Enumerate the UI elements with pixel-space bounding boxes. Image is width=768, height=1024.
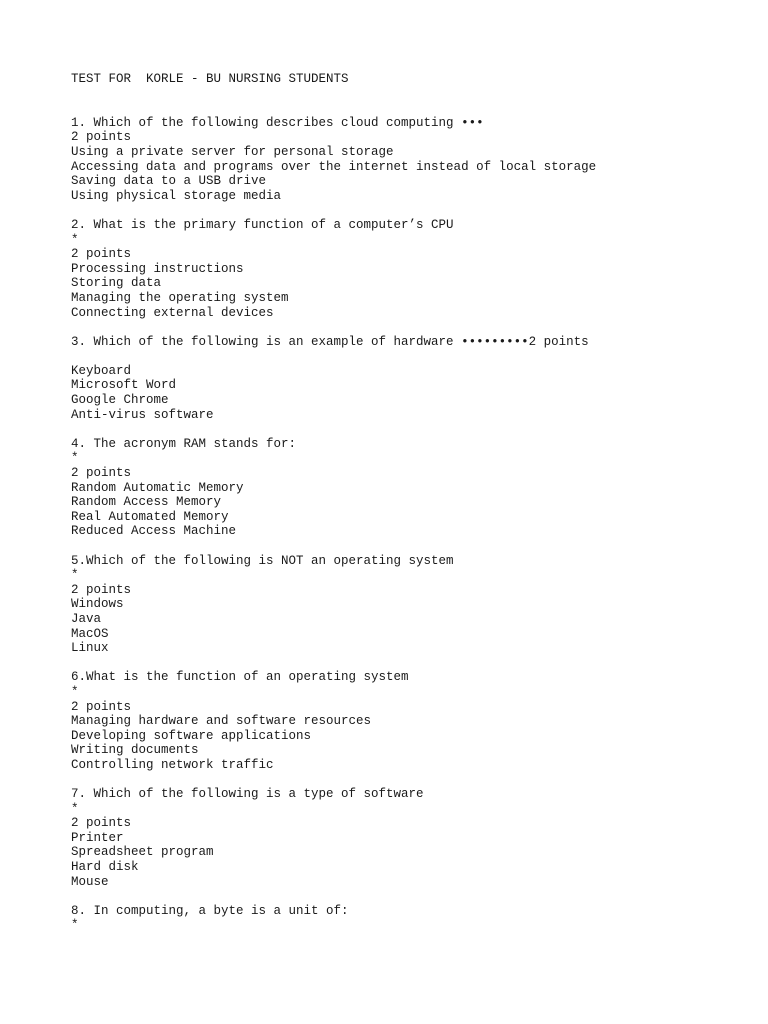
answer-option: MacOS — [71, 626, 109, 641]
answer-option: Windows — [71, 597, 124, 612]
required-marker: * — [71, 684, 79, 699]
points-label: 2 points — [71, 247, 132, 262]
answer-option: Processing instructions — [71, 261, 244, 276]
question-spacer — [71, 422, 596, 437]
question-spacer — [71, 773, 596, 788]
answer-option: Writing documents — [71, 743, 199, 758]
points-label: 2 points — [71, 816, 132, 831]
answer-option: Storing data — [71, 276, 162, 291]
answer-option: Accessing data and programs over the internet instead of local storage — [71, 159, 597, 174]
question-text: 6.What is the function of an operating system — [71, 670, 409, 685]
question-block — [71, 335, 596, 423]
question-block — [71, 218, 596, 320]
required-marker: * — [71, 451, 79, 466]
answer-option: Developing software applications — [71, 728, 312, 743]
question-text: 1. Which of the following describes cloud computing ••• — [71, 115, 484, 130]
required-marker: * — [71, 232, 79, 247]
question-spacer — [71, 656, 596, 671]
points-label: 2 points — [71, 582, 132, 597]
question-list — [71, 116, 596, 933]
question-spacer — [71, 539, 596, 554]
answer-option: Hard disk — [71, 860, 139, 875]
points-label: 2 points — [71, 466, 132, 481]
answer-option: Real Automated Memory — [71, 509, 229, 524]
answer-option: Printer — [71, 830, 124, 845]
answer-option: Random Automatic Memory — [71, 480, 244, 495]
question-block — [71, 554, 596, 656]
answer-option: Spreadsheet program — [71, 845, 214, 860]
answer-option: Using physical storage media — [71, 188, 282, 203]
answer-option: Random Access Memory — [71, 495, 222, 510]
answer-option: Anti-virus software — [71, 407, 214, 422]
question-text: 8. In computing, a byte is a unit of: — [71, 903, 349, 918]
points-label: 2 points — [71, 699, 132, 714]
question-block — [71, 437, 596, 539]
answer-option: Mouse — [71, 874, 109, 889]
question-text: 4. The acronym RAM stands for: — [71, 436, 297, 451]
question-spacer — [71, 320, 596, 335]
question-text: 2. What is the primary function of a computer’s CPU — [71, 217, 454, 232]
question-block — [71, 116, 596, 204]
answer-option: Saving data to a USB drive — [71, 174, 267, 189]
document-title-block — [71, 72, 596, 87]
answer-option: Keyboard — [71, 363, 132, 378]
document-title: TEST FOR KORLE - BU NURSING STUDENTS — [71, 72, 349, 86]
question-block — [71, 787, 596, 889]
answer-option: Controlling network traffic — [71, 757, 274, 772]
required-marker: * — [71, 801, 79, 816]
question-block — [71, 670, 596, 772]
answer-option: Connecting external devices — [71, 305, 274, 320]
question-spacer — [71, 203, 596, 218]
question-text: 7. Which of the following is a type of software — [71, 787, 424, 802]
answer-option: Using a private server for personal storage — [71, 144, 394, 159]
question-block — [71, 904, 596, 933]
question-text: 5.Which of the following is NOT an operating system — [71, 553, 454, 568]
required-marker: * — [71, 568, 79, 583]
document-page — [71, 72, 596, 933]
answer-option: Reduced Access Machine — [71, 524, 237, 539]
blank-line — [71, 349, 596, 364]
answer-option: Google Chrome — [71, 393, 169, 408]
answer-option: Linux — [71, 641, 109, 656]
answer-option: Microsoft Word — [71, 378, 177, 393]
question-spacer — [71, 889, 596, 904]
required-marker: * — [71, 918, 79, 933]
points-label: 2 points — [71, 130, 132, 145]
question-text: 3. Which of the following is an example of hardware •••••••••2 points — [71, 334, 589, 349]
answer-option: Java — [71, 611, 102, 626]
answer-option: Managing the operating system — [71, 290, 289, 305]
answer-option: Managing hardware and software resources — [71, 714, 372, 729]
